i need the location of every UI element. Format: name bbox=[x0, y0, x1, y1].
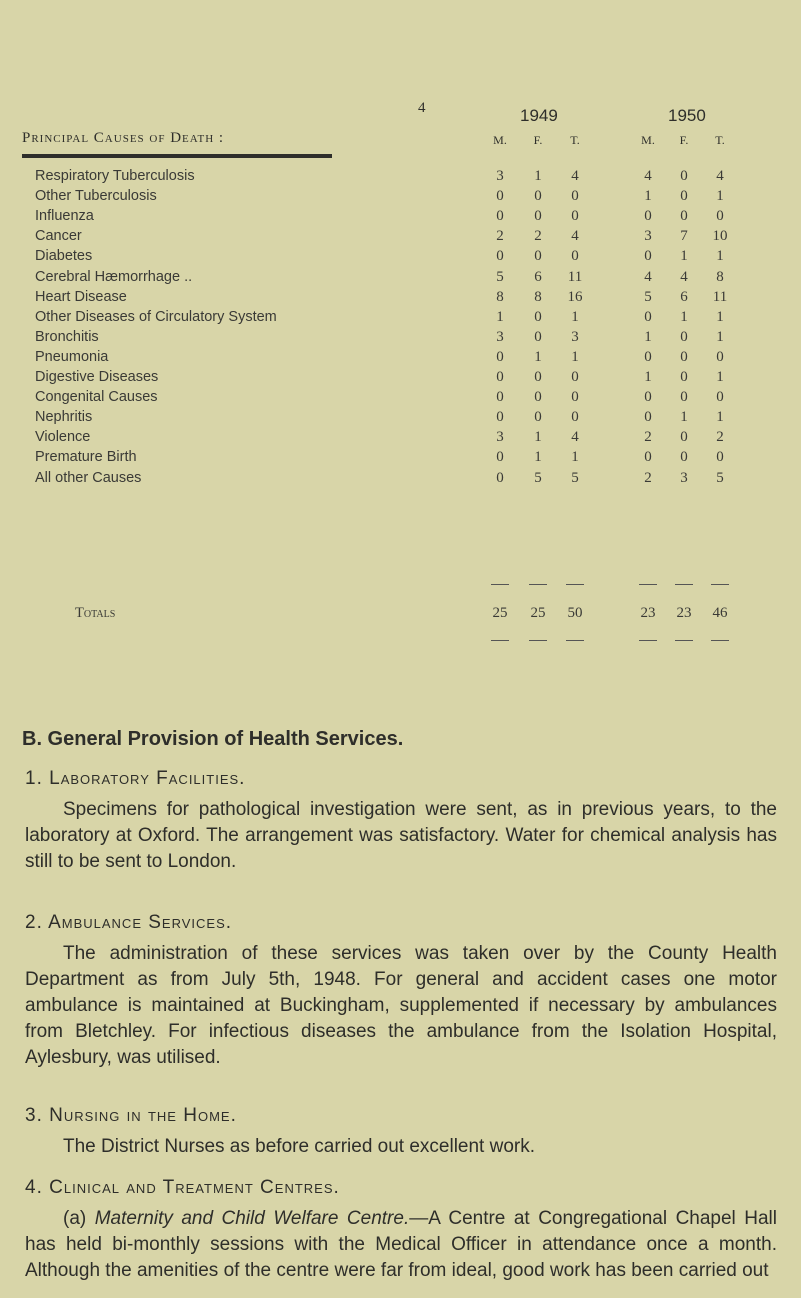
s4-title: 4. Clinical and Treatment Centres. bbox=[25, 1177, 340, 1198]
row-value: 11 bbox=[567, 268, 583, 285]
table-row bbox=[35, 289, 775, 309]
table-row bbox=[35, 389, 775, 409]
s4-text bbox=[25, 1206, 777, 1284]
row-value: 2 bbox=[716, 429, 724, 446]
row-value: 5 bbox=[571, 469, 579, 486]
row-label: Heart Disease bbox=[35, 288, 127, 305]
row-value: 2 bbox=[496, 228, 504, 245]
row-value: 0 bbox=[644, 449, 652, 466]
row-value: 0 bbox=[716, 208, 724, 225]
row-value: 23 bbox=[676, 605, 692, 621]
row-value: 4 bbox=[680, 268, 688, 285]
row-label: Influenza bbox=[35, 208, 94, 225]
row-value: 8 bbox=[496, 288, 504, 305]
row-value: 0 bbox=[644, 308, 652, 325]
row-value: 4 bbox=[644, 268, 652, 285]
row-value: 0 bbox=[680, 348, 688, 365]
row-value: 11 bbox=[712, 288, 728, 305]
row-value: 1 bbox=[644, 188, 652, 205]
table-row bbox=[35, 429, 775, 449]
row-value: 0 bbox=[680, 328, 688, 345]
row-label: Respiratory Tuberculosis bbox=[35, 168, 195, 184]
row-value: 0 bbox=[571, 248, 579, 265]
row-value: 1 bbox=[534, 449, 542, 466]
s2-title: 2. Ambulance Services. bbox=[25, 912, 233, 933]
total-rule bbox=[566, 584, 584, 585]
row-value: 0 bbox=[680, 168, 688, 184]
row-value: 0 bbox=[496, 188, 504, 205]
row-value: 0 bbox=[534, 188, 542, 205]
row-value: 0 bbox=[644, 248, 652, 265]
row-value: 1 bbox=[680, 308, 688, 325]
row-value: 0 bbox=[716, 449, 724, 466]
row-value: 0 bbox=[534, 308, 542, 325]
total-rule bbox=[639, 584, 657, 585]
row-value: 25 bbox=[492, 605, 508, 621]
totals-row bbox=[35, 605, 775, 625]
row-value: 0 bbox=[680, 429, 688, 446]
row-label: Other Diseases of Circulatory System bbox=[35, 308, 277, 325]
row-value: 6 bbox=[534, 268, 542, 285]
year-1950: 1950 bbox=[668, 106, 706, 125]
total-rule bbox=[491, 584, 509, 585]
row-value: 3 bbox=[571, 328, 579, 345]
row-value: 0 bbox=[571, 409, 579, 426]
column-header: M. bbox=[493, 133, 507, 147]
row-value: 0 bbox=[496, 449, 504, 466]
row-value: 1 bbox=[496, 308, 504, 325]
table-row bbox=[35, 349, 775, 369]
table-row bbox=[35, 369, 775, 389]
s1-text: Specimens for pathological investigation were sent, as in previous years, to the laboratory at Oxford. The arrangement was satisfactory. Water for chemical analysis has still to be sent to London. bbox=[25, 799, 777, 872]
row-label: Congenital Causes bbox=[35, 389, 158, 406]
row-value: 8 bbox=[716, 268, 724, 285]
row-value: 1 bbox=[680, 248, 688, 265]
row-value: 0 bbox=[496, 369, 504, 385]
column-header: T. bbox=[570, 133, 580, 147]
row-value: 0 bbox=[644, 208, 652, 225]
total-rule bbox=[529, 584, 547, 585]
s4-italic: Maternity and Child Welfare Centre. bbox=[94, 1208, 410, 1229]
s4-sub: (a) bbox=[63, 1208, 95, 1229]
table-row bbox=[35, 269, 775, 289]
column-header: F. bbox=[533, 133, 543, 147]
row-label: Pneumonia bbox=[35, 348, 109, 365]
row-value: 1 bbox=[644, 369, 652, 385]
table-row bbox=[35, 208, 775, 228]
row-label: Bronchitis bbox=[35, 328, 99, 345]
table-row bbox=[35, 228, 775, 248]
row-value: 1 bbox=[680, 409, 688, 426]
row-value: 5 bbox=[496, 268, 504, 285]
row-value: 46 bbox=[712, 605, 728, 621]
row-value: 4 bbox=[716, 168, 724, 184]
row-value: 10 bbox=[712, 228, 728, 245]
row-value: 3 bbox=[496, 168, 504, 184]
row-value: 0 bbox=[534, 248, 542, 265]
total-rule bbox=[491, 640, 509, 641]
row-label: Cerebral Hæmorrhage .. bbox=[35, 268, 193, 285]
row-value: 0 bbox=[534, 409, 542, 426]
row-value: 1 bbox=[716, 248, 724, 265]
row-value: 4 bbox=[571, 168, 579, 184]
table-row bbox=[35, 329, 775, 349]
table-row bbox=[35, 168, 775, 188]
row-value: 2 bbox=[534, 228, 542, 245]
row-value: 1 bbox=[716, 188, 724, 205]
row-value: 0 bbox=[680, 389, 688, 406]
row-value: 7 bbox=[680, 228, 688, 245]
table-row bbox=[35, 470, 775, 490]
s3-text: The District Nurses as before carried out excellent work. bbox=[63, 1136, 536, 1157]
row-value: 23 bbox=[640, 605, 656, 621]
row-value: 0 bbox=[534, 369, 542, 385]
row-value: 0 bbox=[571, 208, 579, 225]
row-value: 0 bbox=[496, 248, 504, 265]
row-value: 3 bbox=[496, 328, 504, 345]
row-value: 3 bbox=[644, 228, 652, 245]
row-value: 3 bbox=[680, 469, 688, 486]
row-value: 0 bbox=[716, 348, 724, 365]
row-value: 0 bbox=[571, 389, 579, 406]
total-rule bbox=[529, 640, 547, 641]
total-rule bbox=[711, 640, 729, 641]
row-value: 0 bbox=[680, 369, 688, 385]
row-value: 0 bbox=[534, 208, 542, 225]
row-value: 4 bbox=[571, 429, 579, 446]
s4-body: —A Centre at Congregational Chapel Hall has held bi-monthly sessions with the Medical Officer in attendance once a month. Although the amenities of the centre were far from ideal, good work has been carried out bbox=[25, 1208, 777, 1281]
row-value: 0 bbox=[680, 449, 688, 466]
row-value: 1 bbox=[644, 328, 652, 345]
row-label: Digestive Diseases bbox=[35, 369, 159, 385]
row-value: 0 bbox=[680, 208, 688, 225]
row-value: 0 bbox=[496, 208, 504, 225]
row-label: Cancer bbox=[35, 228, 82, 245]
column-header: F. bbox=[679, 133, 689, 147]
row-value: 0 bbox=[644, 348, 652, 365]
row-value: 0 bbox=[680, 188, 688, 205]
row-value: 0 bbox=[644, 409, 652, 426]
table-heading: Principal Causes of Death : bbox=[22, 130, 225, 146]
row-label: Nephritis bbox=[35, 409, 93, 426]
row-value: 5 bbox=[716, 469, 724, 486]
heading-rule bbox=[22, 154, 332, 158]
row-value: 5 bbox=[534, 469, 542, 486]
row-value: 1 bbox=[716, 308, 724, 325]
row-value: 0 bbox=[496, 409, 504, 426]
row-value: 0 bbox=[534, 328, 542, 345]
row-label: Diabetes bbox=[35, 248, 93, 265]
row-value: 16 bbox=[567, 288, 583, 305]
row-value: 1 bbox=[716, 409, 724, 426]
row-value: 1 bbox=[716, 369, 724, 385]
row-label: Premature Birth bbox=[35, 449, 137, 466]
row-value: 0 bbox=[496, 389, 504, 406]
row-value: 2 bbox=[644, 469, 652, 486]
row-value: 0 bbox=[496, 469, 504, 486]
section-b-heading: B. General Provision of Health Services. bbox=[22, 728, 404, 750]
row-value: 8 bbox=[534, 288, 542, 305]
row-label: Violence bbox=[35, 429, 91, 446]
row-value: 5 bbox=[644, 288, 652, 305]
table-row bbox=[35, 248, 775, 268]
table-row bbox=[35, 409, 775, 429]
column-header: M. bbox=[641, 133, 655, 147]
page-number: 4 bbox=[418, 100, 426, 116]
row-label: All other Causes bbox=[35, 469, 142, 486]
total-rule bbox=[675, 640, 693, 641]
row-value: 4 bbox=[644, 168, 652, 184]
table-row bbox=[35, 449, 775, 469]
total-rule bbox=[711, 584, 729, 585]
s2-text: The administration of these services was taken over by the County Health Department as from July 5th, 1948. For general and accident cases one motor ambulance is maintained at Buckingham, supplemented if necessary by ambulances from Bletchley. For infectious diseases the ambulance from the Isolation Hospital, Aylesbury, was utilised. bbox=[25, 943, 777, 1068]
row-value: 1 bbox=[534, 348, 542, 365]
row-value: 0 bbox=[716, 389, 724, 406]
row-value: 0 bbox=[571, 369, 579, 385]
total-rule bbox=[639, 640, 657, 641]
row-value: 6 bbox=[680, 288, 688, 305]
row-value: 0 bbox=[534, 389, 542, 406]
row-value: 2 bbox=[644, 429, 652, 446]
total-rule bbox=[566, 640, 584, 641]
row-value: 0 bbox=[496, 348, 504, 365]
table-row bbox=[35, 309, 775, 329]
row-value: 4 bbox=[571, 228, 579, 245]
row-value: 50 bbox=[567, 605, 583, 621]
row-value: 1 bbox=[716, 328, 724, 345]
column-header: T. bbox=[715, 133, 725, 147]
row-label: Other Tuberculosis bbox=[35, 188, 157, 205]
s1-title: 1. Laboratory Facilities. bbox=[25, 768, 246, 789]
row-value: 1 bbox=[571, 308, 579, 325]
table-row bbox=[35, 188, 775, 208]
row-label: Totals bbox=[75, 605, 116, 621]
row-value: 0 bbox=[571, 188, 579, 205]
year-1949: 1949 bbox=[520, 106, 558, 125]
total-rule bbox=[675, 584, 693, 585]
row-value: 1 bbox=[571, 348, 579, 365]
row-value: 25 bbox=[530, 605, 546, 621]
row-value: 1 bbox=[571, 449, 579, 466]
row-value: 1 bbox=[534, 429, 542, 446]
s3-title: 3. Nursing in the Home. bbox=[25, 1105, 237, 1126]
row-value: 1 bbox=[534, 168, 542, 184]
row-value: 0 bbox=[644, 389, 652, 406]
row-value: 3 bbox=[496, 429, 504, 446]
